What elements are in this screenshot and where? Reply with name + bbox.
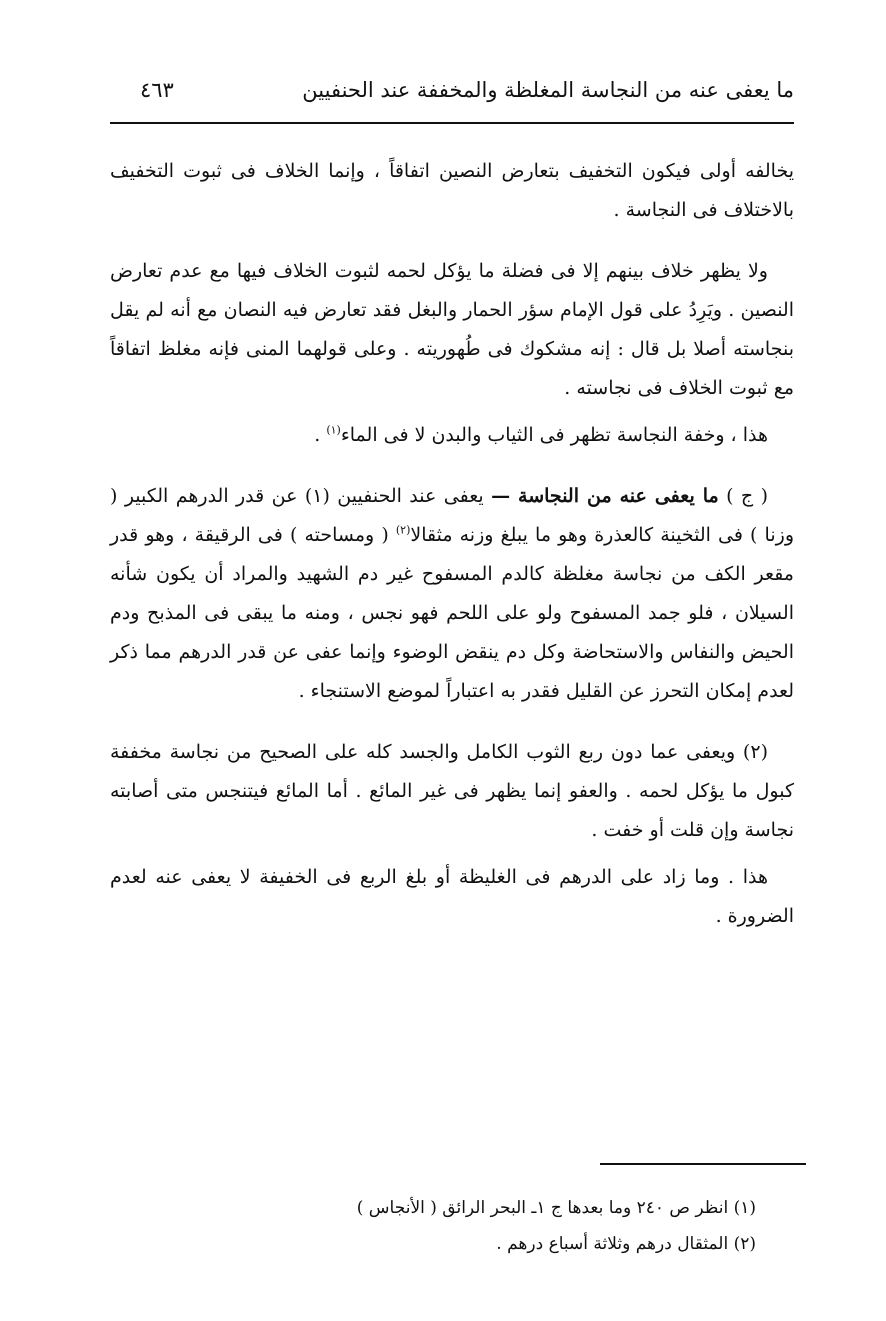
running-header — [110, 72, 794, 116]
main-text — [110, 152, 794, 944]
footnote-ref-2: (٢) — [395, 523, 411, 537]
paragraph-section-c — [110, 477, 794, 711]
section-c-text-1: يعفى عند الحنفيين (١) عن قدر الدرهم الكبير ( وزنا ) فى الثخينة كالعذرة وهو ما يبلغ وزنه مثقالا — [110, 485, 794, 546]
footnotes — [110, 1190, 756, 1262]
paragraph-6: هذا . وما زاد على الدرهم فى الغليظة أو بلغ الربع فى الخفيفة لا يعفى عنه لعدم الضرورة . — [110, 866, 794, 927]
footnote-ref-1: (١) — [326, 423, 341, 437]
paragraph-3-text: هذا ، وخفة النجاسة تظهر فى الثياب والبدن لا فى الماء — [340, 424, 768, 446]
header-divider — [110, 122, 794, 124]
section-c-text-2: ( ومساحته ) فى الرقيقة ، وهو قدر مقعر الكف من نجاسة مغلظة كالدم المسفوح غير دم الشهيد والمراد أن يكون شأنه السيلان ، فلو جمد المسفوح ولو على اللحم فهو نجس ، ومنه ما يبقى فى المذبح ودم الحيض والنفاس والاستحاضة وكل دم ينقض الوضوء وإنما عفى عن قدر الدرهم مما ذكر لعدم إمكان التحرز عن القليل فقدر به اعتباراً لموضع الاستنجاء . — [110, 524, 794, 702]
section-c-label: ( ج ) — [726, 485, 768, 507]
page-number: ٤٦٣ — [140, 78, 174, 102]
footnote-1: (١) انظر ص ٢٤٠ وما بعدها ج ١ـ البحر الرائق ( الأنجاس ) — [356, 1198, 756, 1218]
section-c-heading: ما يعفى عنه من النجاسة — — [491, 485, 719, 507]
paragraph-1: يخالفه أولى فيكون التخفيف بتعارض النصين اتفاقاً ، وإنما الخلاف فى ثبوت التخفيف بالاختلاف فى النجاسة . — [110, 160, 794, 221]
running-title: ما يعفى عنه من النجاسة المغلظة والمخففة عند الحنفيين — [302, 78, 794, 102]
paragraph-3 — [110, 416, 794, 455]
footnote-divider — [600, 1163, 806, 1165]
paragraph-2: ولا يظهر خلاف بينهم إلا فى فضلة ما يؤكل لحمه لثبوت الخلاف فيها مع عدم تعارض النصين . ويَرِدُ على قول الإمام سؤر الحمار والبغل فقد تعارض فيه النصان مع أنه لم يقل بنجاسته أصلا بل قال : إنه مشكوك فى طُهوريته . وعلى قولهما المنى فإنه مغلظ اتفاقاً مع ثبوت الخلاف فى نجاسته . — [110, 260, 794, 399]
footnote-2: (٢) المثقال درهم وثلاثة أسباع درهم . — [496, 1234, 756, 1254]
paragraph-3-end: . — [314, 424, 321, 446]
paragraph-5: (٢) ويعفى عما دون ربع الثوب الكامل والجسد كله على الصحيح من نجاسة مخففة كبول ما يؤكل لحمه . والعفو إنما يظهر فى غير المائع . أما المائع فيتنجس متى أصابته نجاسة وإن قلت أو خفت . — [110, 741, 794, 841]
